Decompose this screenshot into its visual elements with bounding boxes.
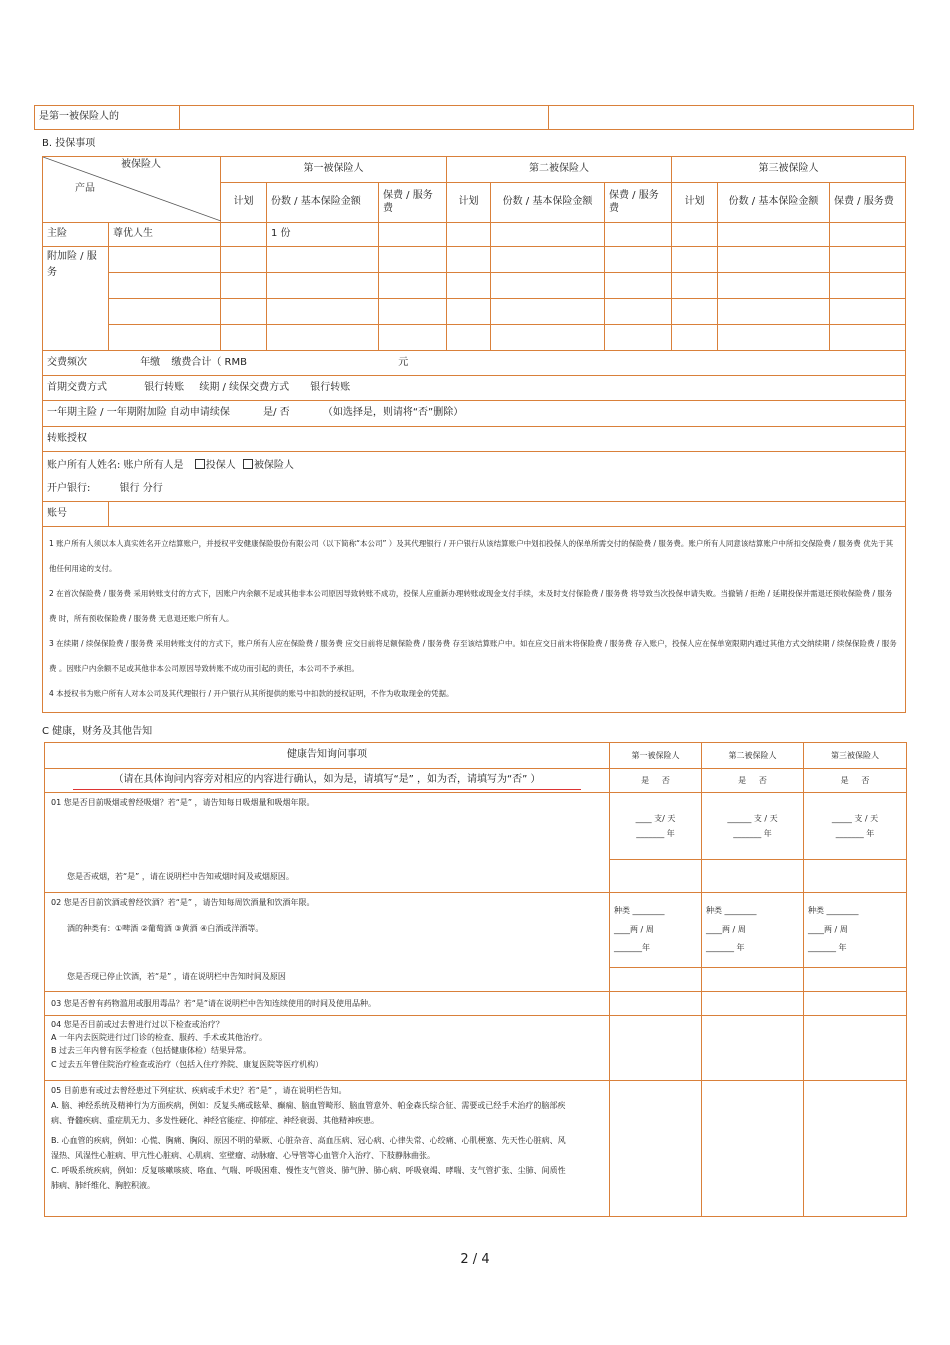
col-amount-1: 份数 / 基本保险金额	[267, 183, 379, 223]
cell	[109, 273, 221, 299]
c-insured-3: 第三被保险人	[804, 743, 907, 769]
auto-renew-note: （如选择是，则请将“否”删除）	[322, 407, 464, 419]
yes-no-1	[610, 769, 702, 793]
cell	[672, 247, 718, 273]
health-header-note-cell	[45, 769, 610, 793]
no-1[interactable]: 否	[661, 775, 670, 785]
cell	[379, 325, 447, 351]
q01-sub: 您是否戒烟，若“是” ，请在说明栏中告知戒烟时间及戒烟原因。	[67, 872, 294, 881]
no-2[interactable]: 否	[758, 775, 767, 785]
cell	[447, 223, 491, 247]
yes-2[interactable]: 是	[738, 775, 747, 785]
renew-pay-label: 续期 / 续保交费方式	[199, 381, 290, 393]
q01-a2-3: _______ 年	[835, 829, 875, 838]
cell	[718, 325, 830, 351]
q04-cell	[45, 1016, 610, 1081]
cell	[447, 299, 491, 325]
cell	[447, 325, 491, 351]
cell	[830, 247, 906, 273]
q05-c: C. 呼吸系统疾病，例如：反复咳嗽咳痰、咯血、气喘、呼吸困难、慢性支气管炎、肺气肿、肺心病、呼吸衰竭、哮喘、支气管扩张、尘肺、间质性肺病、肺纤维化、胸腔积液。	[51, 1165, 566, 1191]
yes-3[interactable]: 是	[840, 775, 849, 785]
q04-ans-3[interactable]	[804, 1016, 907, 1081]
q01-ans-1[interactable]	[610, 793, 702, 860]
cell	[672, 299, 718, 325]
cell	[447, 247, 491, 273]
cell	[221, 247, 267, 273]
q03-ans-3[interactable]	[804, 992, 907, 1016]
q02-ans-1[interactable]	[610, 893, 702, 968]
q01-cell-b1[interactable]	[610, 860, 702, 893]
health-header-note: （请在具体询问内容旁对相应的内容进行确认，如为是，请填写“是” ，如为否，请填写为“否” ）	[113, 774, 541, 786]
cell	[672, 273, 718, 299]
no-3[interactable]: 否	[861, 775, 870, 785]
q03-text: 03 您是否曾有药物滥用或服用毒品？若“是”请在说明栏中告知连续使用的时间及使用品种。	[51, 998, 377, 1008]
auto-renew-options[interactable]: 是/ 否	[263, 407, 290, 419]
checkbox-applicant[interactable]	[195, 459, 205, 469]
account-owner-label: 账户所有人姓名: 账户所有人是	[47, 459, 184, 471]
cell	[267, 325, 379, 351]
cell	[221, 325, 267, 351]
q02-a2-1: ____两 / 周	[614, 924, 654, 934]
q05-ans-2[interactable]	[702, 1081, 804, 1217]
col-premium-3: 保费 / 服务费	[830, 183, 906, 223]
cell	[221, 273, 267, 299]
cell	[267, 273, 379, 299]
col-premium-1: 保费 / 服务费	[379, 183, 447, 223]
cell	[718, 223, 830, 247]
cell	[672, 223, 718, 247]
q05-b: B. 心血管的疾病，例如：心慌、胸痛、胸闷、原因不明的晕厥、心脏杂音、高血压病、冠心病、心律失常、心绞痛、心肌梗塞、先天性心脏病、风湿热、风湿性心脏病、甲亢性心脏病、心肌病、室壁瘤、动脉瘤、心导管等心血管介入治疗、下肢静脉曲张。	[51, 1135, 566, 1160]
renew-pay-value: 银行转账	[310, 381, 351, 393]
cell	[491, 223, 605, 247]
q03-ans-2[interactable]	[702, 992, 804, 1016]
freq-value: 年缴	[140, 356, 161, 368]
q02-ans-3[interactable]	[804, 893, 907, 968]
q01-ans-3[interactable]	[804, 793, 907, 860]
q02-a1-1: 种类 ________	[614, 906, 665, 916]
main-label: 主险	[43, 223, 109, 247]
q02-text: 02 您是否目前饮酒或曾经饮酒？若“是” ，请告知每周饮酒量和饮酒年限。	[51, 898, 315, 907]
yes-no-3	[804, 769, 907, 793]
first-pay-label: 首期交费方式	[47, 381, 107, 393]
cell	[379, 223, 447, 247]
cell	[605, 325, 672, 351]
insured-1-header: 第一被保险人	[221, 157, 447, 183]
page-number: 2 / 4	[460, 1252, 490, 1267]
cell	[605, 299, 672, 325]
c-insured-1: 第一被保险人	[610, 743, 702, 769]
q01-a2-2: _______ 年	[733, 829, 772, 838]
q01-cell	[45, 793, 610, 893]
q03-cell	[45, 992, 610, 1016]
q02-cell-b2[interactable]	[702, 968, 804, 992]
term-4: 4 本授权书为账户所有人对本公司及其代理银行 / 开户银行从其所提供的账号中扣款的授权证明，不作为收取现金的凭据。	[49, 689, 454, 698]
account-no-value[interactable]	[109, 502, 906, 527]
top-row-cell-3	[549, 106, 914, 130]
opt-applicant-label: 投保人	[205, 459, 236, 471]
pay-frequency-row	[43, 351, 906, 376]
cell	[221, 223, 267, 247]
q05-a: A. 脑、神经系统及精神行为方面疾病，例如：反复头痛或眩晕、癫痫、脑血管畸形、脑血管意外、帕金森氏综合征、需要或已经手术治疗的脑部疾病、脊髓疾病、重症肌无力、多发性硬化、神经官能症、抑郁症、神经衰弱、其他精神疾患。	[51, 1101, 566, 1126]
col-plan-1: 计划	[221, 183, 267, 223]
cell	[379, 299, 447, 325]
cell	[605, 247, 672, 273]
yes-no-2	[702, 769, 804, 793]
cell	[718, 299, 830, 325]
q02-cell-b3[interactable]	[804, 968, 907, 992]
opt-applicant[interactable]	[195, 460, 236, 471]
transfer-auth: 转账授权	[43, 427, 906, 452]
diagonal-header	[43, 157, 221, 223]
q02-cell	[45, 893, 610, 992]
cell	[267, 299, 379, 325]
col-plan-3: 计划	[672, 183, 718, 223]
top-row-cell-2	[180, 106, 549, 130]
q02-a2-3: ____两 / 周	[808, 924, 848, 934]
q04-b: B 过去三年内曾有医学检查（包括健康体检）结果异常。	[51, 1046, 252, 1056]
q04-ans-2[interactable]	[702, 1016, 804, 1081]
term-2: 2 在首次保险费 / 服务费 采用转账支付的方式下，因账户内余额不足或其他非本公司原因导致转账不成功，投保人应重新办理转账或现金支付手续，未及时支付保险费 / 服务费 将导致当次投保申请失败。当撤销 / 拒绝 / 延期投保并需退还预收保险费 / 服务费 时，所有预收保险费 / 服务费 无息退还账户所有人。	[49, 589, 893, 623]
q01-cell-b3[interactable]	[804, 860, 907, 893]
section-c-table	[44, 742, 907, 1217]
cell	[491, 273, 605, 299]
q02-a3-1: _______年	[614, 943, 650, 953]
q05-cell	[45, 1081, 610, 1217]
section-b-title: B. 投保事项	[42, 138, 96, 149]
account-owner-row	[43, 452, 906, 502]
q02-a1-2: 种类 ________	[706, 906, 757, 916]
q03-ans-1[interactable]	[610, 992, 702, 1016]
section-c-title: C 健康，财务及其他告知	[42, 726, 153, 737]
col-amount-3: 份数 / 基本保险金额	[718, 183, 830, 223]
q02-cell-b1[interactable]	[610, 968, 702, 992]
opt-insured[interactable]	[243, 460, 294, 471]
q02-types: 酒的种类有：①啤酒 ②葡萄酒 ③黄酒 ④白酒或洋酒等。	[67, 924, 264, 933]
col-amount-2: 份数 / 基本保险金额	[491, 183, 605, 223]
insured-3-header: 第三被保险人	[672, 157, 906, 183]
q01-cell-b2[interactable]	[702, 860, 804, 893]
yes-1[interactable]: 是	[641, 775, 650, 785]
q04-c: C 过去五年曾住院治疗检查或治疗（包括入住疗养院、康复医院等医疗机构）	[51, 1059, 324, 1069]
cell	[718, 247, 830, 273]
q05-ans-3[interactable]	[804, 1081, 907, 1217]
q01-a1-2: ______ 支 / 天	[727, 813, 778, 823]
q01-a1-3: _____ 支 / 天	[831, 813, 879, 823]
q02-a1-3: 种类 ________	[808, 906, 859, 916]
insured-2-header: 第二被保险人	[447, 157, 672, 183]
health-header-title: 健康告知询问事项	[45, 743, 610, 769]
auto-renew-row	[43, 401, 906, 427]
q02-a3-2: _______ 年	[706, 943, 745, 953]
opt-insured-label: 被保险人	[253, 459, 294, 471]
q02-ans-2[interactable]	[702, 893, 804, 968]
q01-a2-1: _______ 年	[636, 829, 675, 838]
total-label: 缴费合计（ RMB	[171, 356, 247, 368]
cell	[830, 223, 906, 247]
cell	[491, 325, 605, 351]
top-row-label: 是第一被保险人的	[35, 106, 180, 130]
cell	[491, 247, 605, 273]
rider-label: 附加险 / 服务	[43, 247, 109, 351]
freq-label: 交费频次	[47, 356, 87, 368]
term-1: 1 账户所有人须以本人真实姓名开立结算账户，并授权平安健康保险股份有限公司（以下简称“本公司” ）及其代理银行 / 开户银行从该结算账户中划扣投保人的保单所需交付的保险费 / 服务费。账户所有人同意该结算账户中所扣交保险费 / 服务费 优先于其他任何用途的支付。	[49, 539, 894, 573]
cell	[379, 273, 447, 299]
diag-bottom-label: 产品	[75, 183, 95, 194]
section-b-table	[42, 156, 906, 713]
diag-top-label: 被保险人	[121, 159, 161, 170]
cell	[718, 273, 830, 299]
auto-renew-label: 一年期主险 / 一年期附加险 自动申请续保	[47, 407, 230, 419]
q05-text: 05 目前患有或过去曾经患过下列症状、疾病或手术史？若“是” ，请在说明栏告知。	[51, 1086, 347, 1095]
note-underline	[73, 789, 581, 790]
first-pay-value: 银行转账	[144, 381, 185, 393]
main-product: 尊优人生	[109, 223, 221, 247]
pay-method-row	[43, 376, 906, 401]
main-units: 1 份	[267, 223, 379, 247]
q04-text: 04 您是否目前或过去曾进行过以下检查或治疗？	[51, 1020, 224, 1029]
account-no-label: 账号	[43, 502, 109, 527]
q02-a2-2: ____两 / 周	[706, 924, 746, 934]
q01-a1-1: ____ 支/ 天	[635, 813, 676, 823]
cell	[830, 273, 906, 299]
total-unit: 元	[398, 356, 409, 368]
q04-ans-1[interactable]	[610, 1016, 702, 1081]
top-row-table	[34, 105, 914, 130]
cell	[447, 273, 491, 299]
cell	[109, 247, 221, 273]
q05-ans-1[interactable]	[610, 1081, 702, 1217]
cell	[830, 325, 906, 351]
bank-label: 开户银行:	[47, 482, 91, 494]
q01-text: 01 您是否目前吸烟或曾经吸烟？若“是” ，请告知每日吸烟量和吸烟年限。	[51, 798, 315, 807]
cell	[605, 273, 672, 299]
cell	[672, 325, 718, 351]
cell	[379, 247, 447, 273]
checkbox-insured[interactable]	[243, 459, 253, 469]
q02-a3-3: _______ 年	[808, 943, 847, 953]
term-3: 3 在续期 / 续保保险费 / 服务费 采用转账支付的方式下，账户所有人应在保险费 / 服务费 应交日前将足额保险费 / 服务费 存至该结算账户中。如在应交日前未将保险费 / 服务费 存入账户，投保人应在保单宽限期内通过其他方式交纳续期 / 续保保险费 / 服务费 。因账户内余额不足或其他非本公司原因导致转账不成功而引起的责任，本公司不予承担。	[49, 639, 897, 673]
bank-value: 银行 分行	[119, 482, 163, 494]
q02-sub: 您是否现已停止饮酒，若“是” ，请在说明栏中告知时间及原因	[67, 972, 286, 981]
cell	[109, 325, 221, 351]
terms-cell	[43, 527, 906, 713]
cell	[491, 299, 605, 325]
cell	[221, 299, 267, 325]
q04-a: A 一年内去医院进行过门诊的检查、服药、手术或其他治疗。	[51, 1033, 268, 1043]
c-insured-2: 第二被保险人	[702, 743, 804, 769]
cell	[605, 223, 672, 247]
q01-ans-2[interactable]	[702, 793, 804, 860]
cell	[267, 247, 379, 273]
cell	[109, 299, 221, 325]
cell	[830, 299, 906, 325]
col-plan-2: 计划	[447, 183, 491, 223]
col-premium-2: 保费 / 服务费	[605, 183, 672, 223]
